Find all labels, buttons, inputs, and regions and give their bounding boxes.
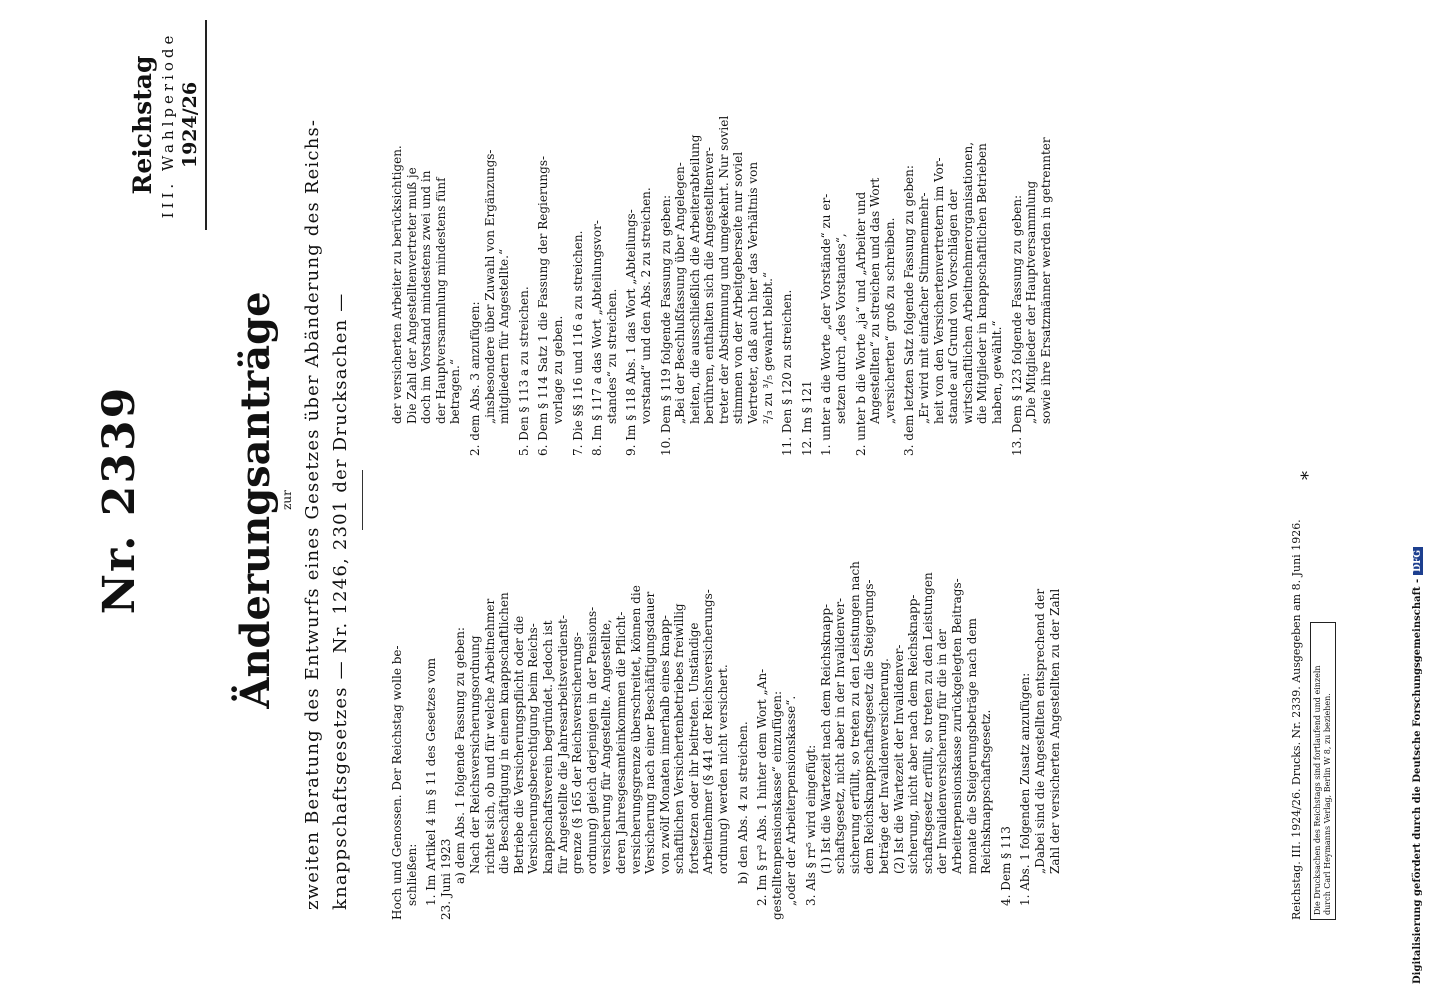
right-column-line: 10. Dem § 119 folgende Fassung zu geben: — [658, 194, 673, 456]
document-number: Nr. 2339 — [94, 385, 145, 615]
right-column-line: 2. unter b die Worte „ja“ und „Arbeiter und — [853, 191, 868, 456]
left-column-line: Versicherung nach einer Beschäftigungsdauer — [643, 591, 658, 874]
left-column-line: sicherung erfüllt, so treten zu den Leistungen nach — [847, 561, 862, 874]
left-column-line: Nach der Reichsversicherungsordnung — [467, 635, 482, 874]
right-column-line: stimmen von der Arbeitgeberseite nur soviel — [731, 151, 746, 424]
left-column-line: sicherung, nicht aber nach dem Reichsknapp- — [906, 594, 921, 874]
text-column-left — [390, 480, 1062, 920]
left-column-line: 2. Im § rr³ Abs. 1 hinter dem Wort „An- — [755, 668, 770, 906]
right-column-line: der Hauptversammlung mindestens fünf — [433, 177, 448, 424]
right-column-line: „versicherten“ groß zu schreiben. — [882, 217, 897, 424]
publisher-note-box — [1310, 622, 1336, 920]
left-column-line: „oder der Arbeiterpensionskasse“. — [784, 695, 799, 906]
left-column-line: fortsetzen oder ihr beitreten. Unständige — [686, 622, 701, 874]
right-column-line: Die Zahl der Angestelltenvertreter muß je — [404, 167, 419, 424]
left-column-line: 4. Dem § 113 — [998, 826, 1013, 906]
right-column-line: vorlage zu geben. — [550, 315, 565, 424]
right-column-line: 13. Dem § 123 folgende Fassung zu geben: — [1009, 194, 1024, 456]
text-column-right — [390, 20, 1053, 470]
period-years: 1924/26 — [179, 81, 201, 169]
left-column-line: die Beschäftigung in einem knappschaftlichen — [497, 592, 512, 874]
right-column-line: 2. dem Abs. 3 anzufügen: — [467, 301, 482, 456]
right-column-line: „Er wird mit einfacher Stimmenmehr- — [917, 192, 931, 424]
right-column-line: vorstand“ und den Abs. 2 zu streichen. — [638, 187, 653, 424]
left-column-line: schaftsgesetz, nicht aber in der Invalidenver- — [833, 597, 848, 874]
right-column-line: die Mitglieder in knappschaftlichen Betrieben — [975, 143, 990, 424]
right-column-line: sowie ihre Ersatzmänner werden in getrennter — [1038, 137, 1053, 424]
funding-text: Digitalisierung gefördert durch die Deutsche Forschungsgemeinschaft - — [1412, 578, 1423, 984]
subtitle-line-2: knappschaftsgesetzes — Nr. 1246, 2301 der Drucksachen — — [330, 292, 351, 910]
left-column-line: versicherungsgrenze überschreitet, können die — [628, 585, 643, 874]
left-column-line: gestelltenpensionskasse“ einzufügen: — [769, 690, 784, 920]
left-column-line: „Dabei sind die Angestellten entsprechend der — [1032, 588, 1047, 874]
left-column-line: Versicherungsberechtigung beim Reichs- — [526, 623, 541, 874]
right-column-line: ²/₃ zu ³/₅ gewahrt bleibt.“ — [760, 271, 775, 424]
right-column-line: berühren, enthalten sich die Angestelltenver- — [702, 147, 717, 424]
left-column-line: schaftsgesetz erfüllt, so treten zu den Leistungen — [920, 572, 935, 874]
right-column-line: 3. dem letzten Satz folgende Fassung zu geben: — [902, 165, 917, 456]
left-column-line: Zahl der versicherten Angestellten zu der Zahl — [1047, 588, 1062, 874]
reichstag-title: Reichstag — [128, 55, 157, 195]
right-column-line: standes“ zu streichen. — [604, 288, 619, 424]
left-column-line: beträge der Invalidenversicherung. — [877, 658, 891, 874]
right-column-line: 12. Im § 121 — [799, 380, 814, 456]
page-title: Änderungsanträge — [232, 291, 279, 709]
left-column-line: ordnung) werden nicht versichert. — [716, 664, 731, 874]
left-column-line: Hoch und Genossen. Der Reichstag wolle be- — [390, 645, 404, 920]
left-column-line: schaftlichen Versichertenbetriebes freiwillig — [672, 603, 687, 874]
left-column-line: dem Reichsknappschaftsgesetz die Steigerungs- — [862, 579, 877, 874]
right-column-line: mitgliedern für Angestellte.“ — [497, 248, 512, 424]
right-column-line: doch im Vorstand mindestens zwei und in — [419, 170, 434, 424]
right-column-line: setzen durch „des Vorstandes“, — [834, 233, 849, 424]
right-column-line: Vertreter, daß auch hier das Verhältnis von — [746, 161, 761, 424]
left-column-line: ordnung) gleich derjenigen in der Pensions- — [584, 606, 599, 874]
right-column-line: 5. Den § 113 a zu streichen. — [516, 286, 531, 456]
left-column-line: Arbeiterpensionskasse zurückgelegten Beitrags- — [949, 578, 964, 874]
left-column-line: richtet sich, ob und für welche Arbeitnehmer — [482, 598, 497, 874]
right-column-line: treter der Abstimmung und umgekehrt. Nur soviel — [716, 115, 731, 424]
right-column-line: „Die Mitglieder der Hauptversammlung — [1024, 180, 1039, 424]
left-column-line: 3. Als § rr⁵ wird eingefügt: — [804, 744, 819, 906]
right-column-line: Angestellten“ zu streichen und das Wort — [868, 177, 883, 424]
right-column-line: „insbesondere über Zuwahl von Ergänzungs- — [482, 149, 497, 424]
right-column-line: stande auf Grund von Vorschlägen der — [946, 189, 961, 424]
election-period: III. Wahlperiode — [159, 31, 177, 219]
left-column-line: b) den Abs. 4 zu streichen. — [735, 721, 750, 884]
asterisk-mark: * — [1298, 471, 1319, 480]
right-column-line: heiten, die ausschließlich die Arbeiterabteilung — [687, 134, 702, 424]
left-column-line: a) dem Abs. 1 folgende Fassung zu geben: — [453, 627, 468, 884]
header-rule — [205, 20, 207, 230]
right-column-line: „Bei der Beschlußfassung über Angelegen- — [673, 162, 688, 424]
reichstag-header — [128, 15, 207, 235]
left-column-line: schließen: — [404, 843, 419, 906]
left-column-line: grenze (§ 165 der Reichsversicherungs- — [570, 632, 585, 874]
left-column-line: 1. Abs. 1 folgenden Zusatz anzufügen: — [1018, 672, 1033, 906]
publisher-note-line-2: durch Carl Heymanns Verlag, Berlin W 8, zu beziehen. — [1323, 693, 1332, 915]
left-column-line: für Angestellte die Jahresarbeitsverdienst- — [555, 614, 570, 874]
left-column-line: Reichsknappschaftsgesetz. — [979, 709, 994, 874]
right-column-line: haben, gewählt.“ — [989, 320, 1004, 424]
left-column-line: Betriebe die Versicherungspflicht oder die — [511, 615, 526, 874]
right-column-line: 6. Dem § 114 Satz 1 die Fassung der Regierungs- — [536, 155, 551, 456]
left-column-line: der Invalidenversicherung für die in der — [935, 629, 950, 874]
left-column-line: (2) Ist die Wartezeit der Invalidenver- — [891, 644, 906, 874]
right-column-line: wirtschaftlichen Arbeitnehmerorganisationen, — [960, 141, 975, 424]
right-column-line: 7. Die §§ 116 und 116 a zu streichen. — [570, 230, 585, 456]
publisher-note-line-1: Die Drucksachen des Reichstags sind fortlaufend und einzeln — [1313, 665, 1322, 915]
title-connector: zur — [280, 490, 294, 510]
right-column-line: heit von den Versichertenvertretern im Vor- — [931, 157, 946, 424]
left-column-line: Arbeitnehmer (§ 441 der Reichsversicherungs- — [701, 589, 716, 874]
left-column-line: deren Jahresgesamteinkommen die Pflicht- — [613, 611, 628, 874]
right-column-line: der versicherten Arbeiter zu berücksichtigen. — [390, 145, 404, 424]
left-column-line: 1. Im Artikel 4 im § 11 des Gesetzes vom — [424, 658, 439, 906]
left-column-line: knappschaftsverein begründet. Jedoch ist — [540, 620, 555, 874]
left-column-line: versicherung für Angestellte. Angestellte, — [599, 619, 614, 874]
left-column-line: von zwölf Monaten innerhalb eines knapp- — [657, 615, 672, 874]
funding-note — [1412, 547, 1423, 984]
footer-line: Reichstag. III. 1924/26. Drucks. Nr. 2339. Ausgegeben am 8. Juni 1926. — [1290, 519, 1303, 920]
right-column-line: 11. Den § 120 zu streichen. — [780, 289, 795, 456]
right-column-line: betragen.“ — [448, 359, 463, 424]
left-column-line: 23. Juni 1923 — [438, 838, 453, 920]
separator-rule — [362, 470, 363, 530]
left-column-line: monate die Steigerungsbeträge nach dem — [964, 618, 979, 874]
right-column-line: 1. unter a die Worte „der Vorstände“ zu er- — [819, 193, 834, 456]
dfg-logo: DFG — [1413, 547, 1423, 575]
left-column-line: (1) Ist die Wartezeit nach dem Reichsknapp- — [818, 603, 833, 874]
right-column-line: 9. Im § 118 Abs. 1 das Wort „Abteilungs- — [624, 209, 639, 456]
right-column-line: 8. Im § 117 a das Wort „Abteilungsvor- — [590, 220, 605, 456]
subtitle-line-1: zweiten Beratung des Entwurfs eines Gesetzes über Abänderung des Reichs- — [302, 118, 323, 910]
